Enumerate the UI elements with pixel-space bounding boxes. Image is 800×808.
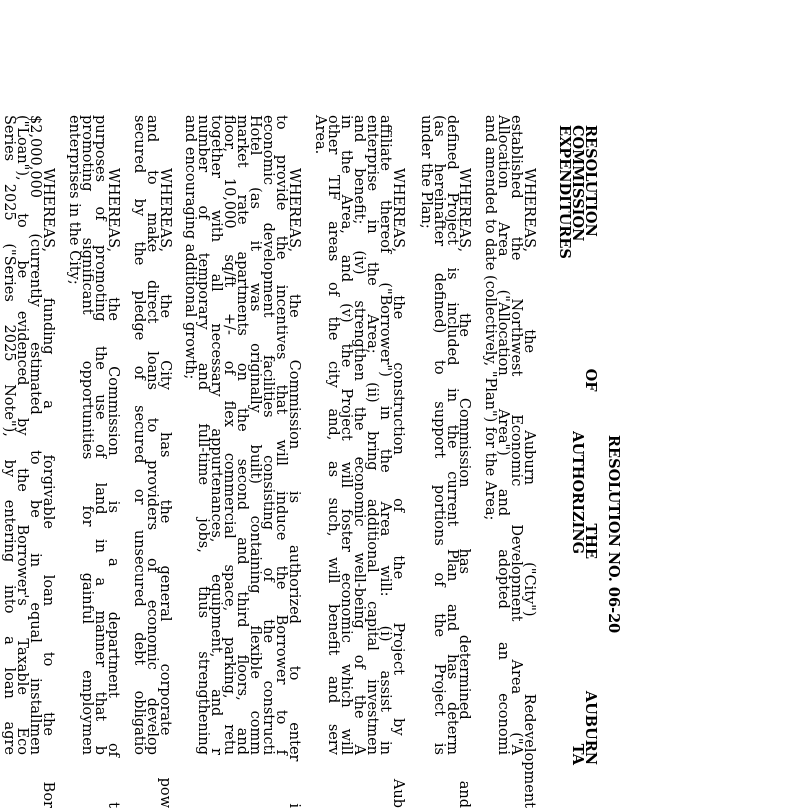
paragraph-line: affiliate thereof ("Borrower") in the Area will: (i) assist in (376, 115, 393, 755)
paragraph-line: enterprise in the Area; (ii) bring additional capital investmen (364, 115, 380, 755)
paragraph-line: Area. (312, 115, 329, 155)
paragraph-line: established the Northwest Economic Development Area ("A (508, 115, 525, 755)
paragraph-line: under the Plan; (417, 115, 434, 229)
resolution-heading-line: COMMISSION AUTHORIZING TA (568, 125, 586, 765)
paragraph-line: together with all necessary appurtenances, equipment, and r (208, 115, 225, 755)
paragraph-line: other TIF areas of the city and, as such, will benefit and serv (325, 115, 342, 755)
paragraph-line: to provide the incentives that will induce the Borrower to f (273, 115, 290, 755)
paragraph-line: floor, 10,000 sq/ft +/- of flex commercial space, parking, retu (221, 115, 238, 755)
paragraph-line: enterprises in the City; (65, 115, 82, 285)
paragraph-line: and encouraging additional growth; (182, 115, 199, 380)
paragraph-line: in the Area, and (v) the Project will foster economic which will (338, 115, 355, 755)
paragraph-line: WHEREAS, the construction of the Project by Aub (389, 168, 406, 808)
paragraph-line: ("Loan"), to be evidenced by the Borrower's Taxable Eco (13, 115, 30, 755)
paragraph-line: Allocation Area ("Allocation Area") and adopted an economi (495, 115, 512, 755)
resolution-heading-line: EXPENDITURES (555, 125, 573, 259)
paragraph-line: purposes of promoting the use of land in a manner that b (91, 115, 108, 755)
paragraph-line: WHEREAS, the Commission has determined and (456, 168, 473, 808)
resolution-heading-line: RESOLUTION OF THE AUBURN (581, 125, 599, 765)
paragraph-line: and benefit; (iv) strengthen the economic well-being of the A (351, 115, 368, 755)
paragraph-line: and to make direct loans to providers of economic develop (143, 115, 160, 755)
paragraph-line: economic development facilities consisting of the constructi (260, 115, 277, 755)
paragraph-line: promoting significant opportunities for gainful employmen (78, 115, 95, 755)
paragraph-line: Hotel (as it was originally built) containing flexible comm (247, 115, 264, 755)
paragraph-line: defined Project is included in the current Plan and has determ (443, 115, 460, 755)
paragraph-line: number of temporary and full-time jobs, thus strengthening (195, 115, 212, 755)
paragraph-line: WHEREAS, funding a forgivable loan to the Bor (39, 168, 56, 808)
paragraph-line: Series 2025 ("Series 2025 Note"), by entering into a loan agre (0, 115, 17, 755)
paragraph-line: WHEREAS, the Auburn ("City") Redevelopment (521, 168, 538, 808)
paragraph-line: WHEREAS, the Commission is a department of t (104, 168, 121, 808)
paragraph-line: (as hereinafter defined) to support portions of the Project is (430, 115, 447, 755)
paragraph-line: WHEREAS, the City has the general corporate pow (156, 168, 173, 808)
paragraph-line: secured by the pledge of secured or unsecured debt obligatio (130, 115, 147, 755)
paragraph-line: and amended to date (collectively, "Plan") for the Area; (482, 115, 499, 521)
paragraph-line: $2,000,000 (currently estimated to be in equal installmen (26, 115, 43, 755)
paragraph-line: market rate apartments on the second and third floors, and (234, 115, 251, 755)
resolution-number: RESOLUTION NO. 06-20 (605, 435, 622, 634)
paragraph-line: WHEREAS, the Commission is authorized to enter i (286, 168, 303, 808)
